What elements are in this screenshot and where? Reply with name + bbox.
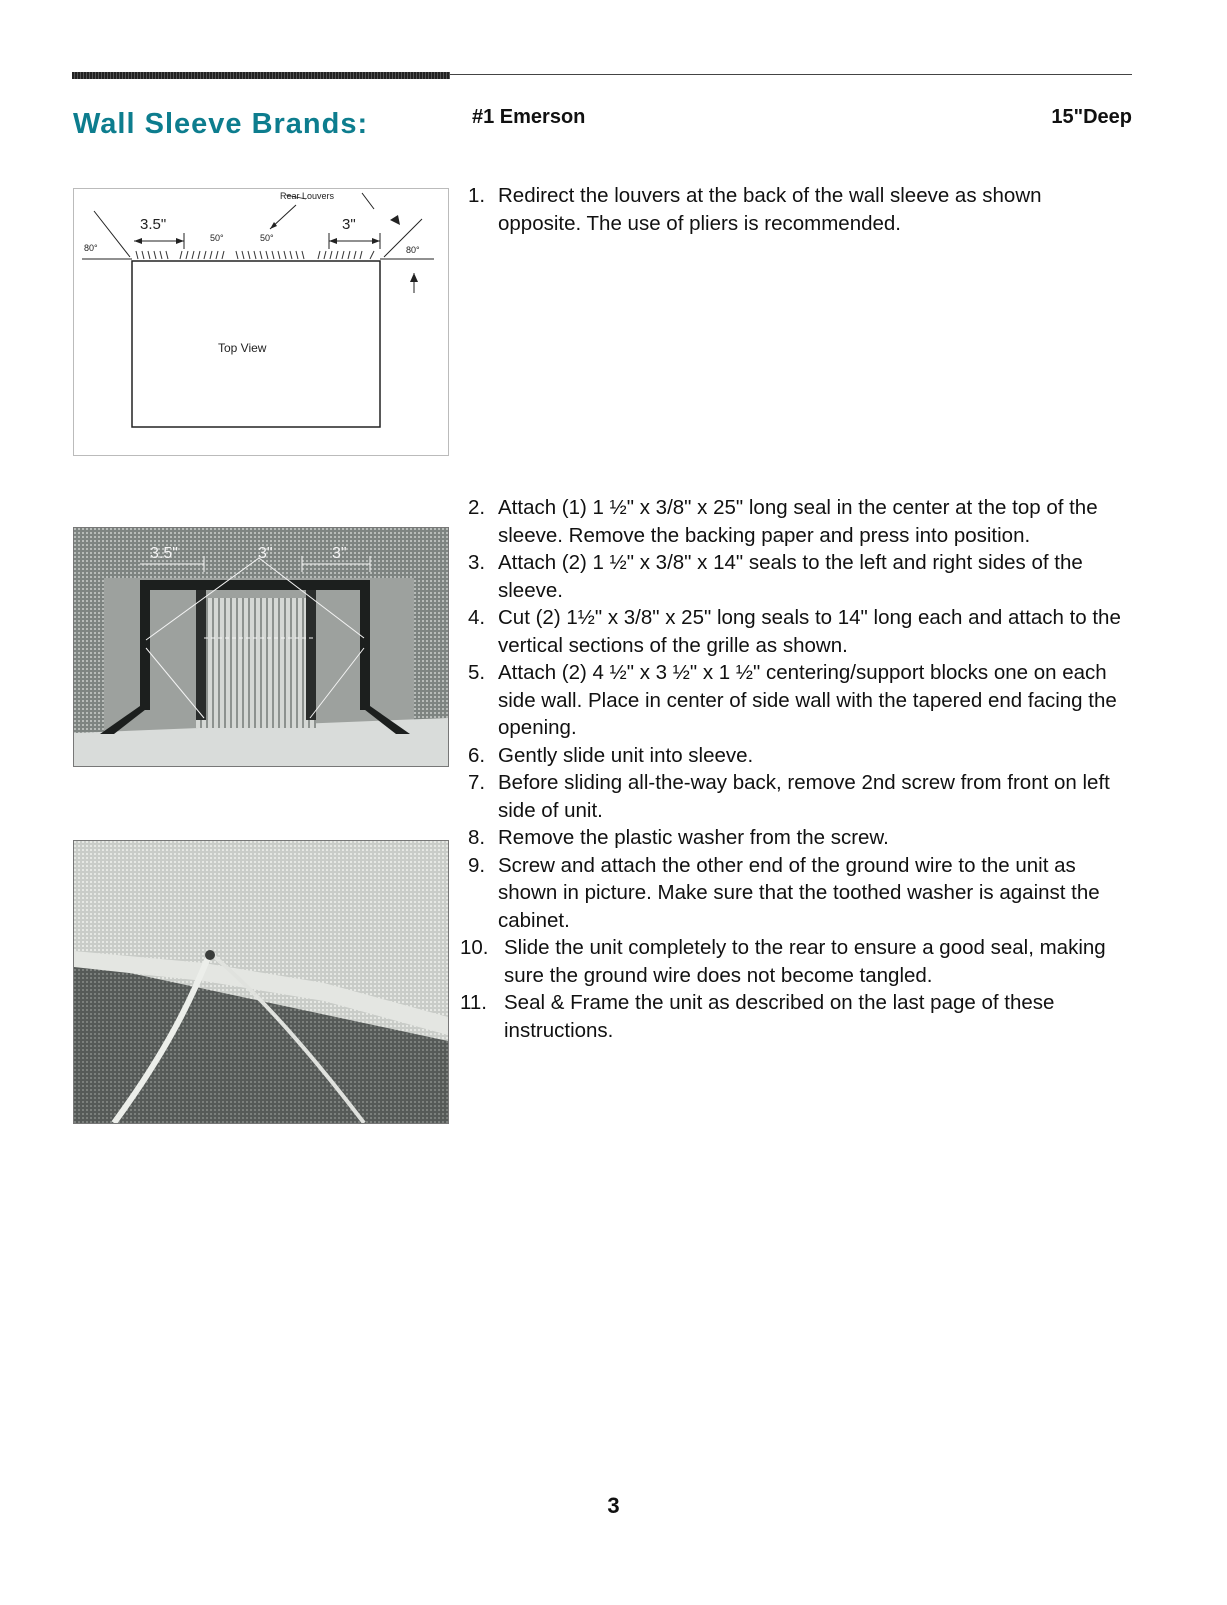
- inner-right-angle: 50°: [260, 233, 274, 243]
- left-dimension-label: 3.5": [140, 216, 167, 233]
- page-number: 3: [607, 1493, 620, 1518]
- right-dimension-label: 3": [342, 216, 356, 233]
- sleeve-depth: 15"Deep: [1051, 106, 1132, 128]
- header-rule-thin: [450, 74, 1132, 75]
- section-title: Wall Sleeve Brands:: [73, 108, 369, 140]
- top-view-diagram: [73, 188, 449, 456]
- list-item: 5. Attach (2) 4 ½" x 3 ½" x 1 ½" centering/support blocks one on each side wall. Place in center of side wall with the tapered end facing the opening.: [468, 661, 1117, 739]
- outer-right-angle: 80°: [406, 245, 420, 255]
- list-item: 11. Seal & Frame the unit as described on the last page of these instructions.: [460, 991, 1055, 1042]
- instruction-list: [460, 494, 1128, 1044]
- list-item: 1. Redirect the louvers at the back of the wall sleeve as shown opposite. The use of pliers is recommended.: [468, 184, 1042, 235]
- top-view-label: Top View: [218, 341, 267, 355]
- ground-wire-photo: [73, 840, 449, 1124]
- list-item: 4. Cut (2) 1½" x 3/8" x 25" long seals to 14" long each and attach to the vertical sections of the grille as shown.: [468, 606, 1121, 657]
- list-item: 2. Attach (1) 1 ½" x 3/8" x 25" long seal in the center at the top of the sleeve. Remove the backing paper and press into position.: [468, 496, 1098, 547]
- instruction-list-first: [468, 182, 1128, 237]
- brand-name: #1 Emerson: [472, 106, 586, 128]
- list-item: 10. Slide the unit completely to the rear to ensure a good seal, making sure the ground wire does not become tangled.: [460, 936, 1106, 987]
- photo-right-dimension: 3": [332, 545, 347, 562]
- inner-left-angle: 50°: [210, 233, 224, 243]
- rear-louvers-label: Rear Louvers: [280, 191, 335, 201]
- list-item: 3. Attach (2) 1 ½" x 3/8" x 14" seals to the left and right sides of the sleeve.: [468, 551, 1083, 602]
- list-item: 8. Remove the plastic washer from the screw.: [468, 826, 889, 849]
- header-rule-bold: [72, 72, 450, 79]
- outer-left-angle: 80°: [84, 243, 98, 253]
- photo-middle-dimension: 3": [258, 545, 273, 562]
- list-item: 6. Gently slide unit into sleeve.: [468, 743, 754, 767]
- list-item: 7. Before sliding all-the-way back, remove 2nd screw from front on left side of unit.: [468, 771, 1110, 822]
- list-item: 9. Screw and attach the other end of the ground wire to the unit as shown in picture. Make sure that the toothed washer is against the cabinet.: [468, 853, 1100, 932]
- photo-left-dimension: 3.5": [150, 545, 178, 562]
- sleeve-grille-photo: [73, 527, 449, 767]
